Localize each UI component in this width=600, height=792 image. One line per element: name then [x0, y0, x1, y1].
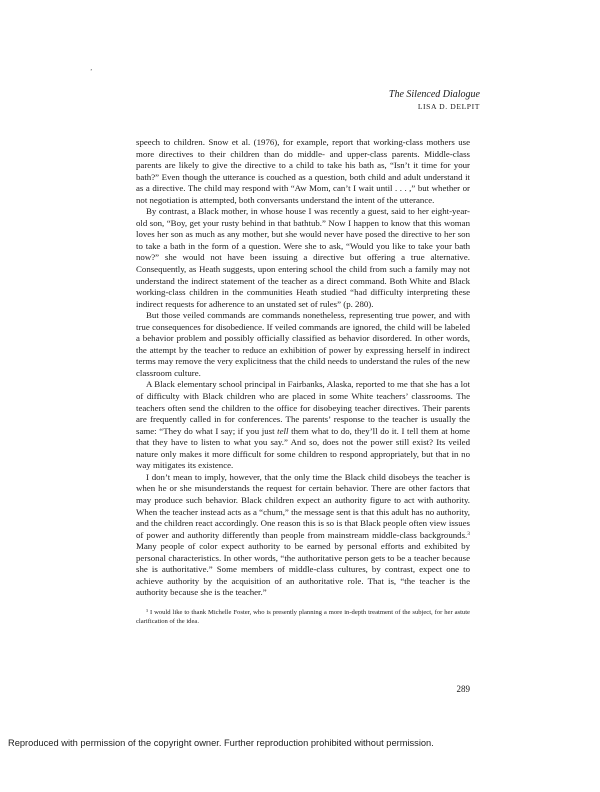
paragraph-text: A Black elementary school principal in Fairbanks, Alaska, reported to me that she has a lot of difficulty with Black children who are placed in some White teachers’ classrooms. The teachers often send the children to the office for disobeying teacher directives. Their parents are frequently called in for conferences. The parents’ response to the teacher is usually the same: “They do what I say; if you just — [136, 379, 470, 436]
stray-mark: ’ — [90, 68, 93, 76]
footnote-marker: 3 — [146, 607, 149, 613]
paragraph: But those veiled commands are commands nonetheless, representing true power, and with true consequences for disobedience. If veiled commands are ignored, the child will be labeled a behavior problem and possibly officially classified as behavior disordered. In other words, the attempt by the teacher to reduce an exhibition of power by expressing herself in indirect terms may remove the very explicitness that the child needs to understand the rules of the new classroom culture. — [136, 310, 470, 378]
page-number: 289 — [456, 684, 470, 694]
footnote-reference: 3 — [467, 530, 470, 537]
paragraph — [136, 472, 470, 599]
running-head-title: The Silenced Dialogue — [388, 89, 480, 100]
emphasis-text: tell — [277, 425, 289, 436]
paragraph — [136, 379, 470, 471]
footnote-body: I would like to thank Michelle Foster, who is presently planning a more in-depth treatment of the subject, for her astute clarification of the idea. — [136, 609, 470, 625]
running-head-author: LISA D. DELPIT — [417, 102, 480, 111]
running-head — [389, 89, 480, 112]
footnote-text — [136, 608, 470, 626]
body-text — [136, 137, 470, 599]
paragraph-text: them what to do, they’ll do it. I tell them at home that they have to listen to what you say.” And so, does not the power still exist? Its veiled nature only makes it more difficult for some children to respond appropriately, but that in no way mitigates its existence. — [136, 425, 470, 471]
paragraph: speech to children. Snow et al. (1976), for example, report that working-class mothers use more directives to their children than do middle- and upper-class parents. Middle-class parents are likely to give the directive to a child to take his bath as, “Isn’t it time for your bath?” Even though the utterance is couched as a question, both child and adult understand it as a directive. The child may respond with “Aw Mom, can’t I wait until . . . ,” but whether or not negotiation is attempted, both conversants understand the intent of the utterance. — [136, 137, 470, 205]
paragraph: By contrast, a Black mother, in whose house I was recently a guest, said to her eight-year-old son, “Boy, get your rusty behind in that bathtub.” Now I happen to know that this woman loves her son as much as any mother, but she would never have posed the directive to her son to take a bath in the form of a question. Were she to ask, “Would you like to take your bath now?” she would not have been issuing a directive but offering a true alternative. Consequently, as Heath suggests, upon entering school the child from such a family may not understand the indirect statement of the teacher as a direct command. Both White and Black working-class children in the communities Heath studied “had difficulty interpreting these indirect requests for adherence to an unstated set of rules” (p. 280). — [136, 206, 470, 309]
footnote — [136, 608, 470, 626]
paragraph-text: Many people of color expect authority to be earned by personal efforts and exhibited by personal characteristics. In other words, “the authoritative person gets to be a teacher because she is authoritative.” Some members of middle-class cultures, by contrast, expect one to achieve authority by the acquisition of an authoritative role. That is, “the teacher is the authority because she is the teacher.” — [136, 541, 470, 598]
reproduction-notice: Reproduced with permission of the copyright owner. Further reproduction prohibited without permission. — [8, 738, 434, 748]
paragraph-text: I don’t mean to imply, however, that the only time the Black child disobeys the teacher is when he or she misunderstands the request for certain behavior. There are other factors that may produce such behavior. Black children expect an authority figure to act with authority. When the teacher instead acts as a “chum,” the message sent is that this adult has no authority, and the children react accordingly. One reason this is so is that Black people often view issues of power and authority differently than people from mainstream middle-class backgrounds. — [136, 471, 470, 540]
